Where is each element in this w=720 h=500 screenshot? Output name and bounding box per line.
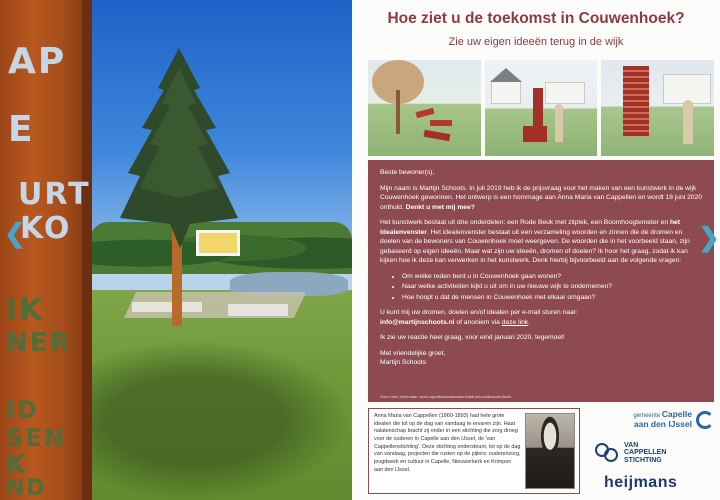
concrete-bench xyxy=(228,304,288,316)
capelle-logo-text: gemeente xyxy=(633,413,661,419)
letter-signoff xyxy=(380,349,702,368)
capelle-logo-text: Capelle xyxy=(661,409,692,419)
letter-paragraph: U kunt mij uw dromen, doelen en/of idealen per e-mail sturen naar: info@martijnschoots.nl of anoniem via deze link. xyxy=(380,309,578,326)
closing-text: Met vriendelijke groet, xyxy=(380,349,446,357)
render-tree-height-meter xyxy=(485,60,598,156)
sculpture-cutout-text: K xyxy=(6,450,29,480)
letter-emphasis: het Idealenvenster xyxy=(380,219,680,236)
list-item: • Naar welke activiteiten kijkt u uit om in uw nieuwe wijk te ondernemen? xyxy=(402,282,702,292)
sculpture-edge xyxy=(82,0,92,500)
van-cappellen-logo-text: VAN xyxy=(624,442,639,449)
biography-box xyxy=(368,408,580,494)
letter-text: of anoniem via xyxy=(456,318,500,326)
letter-paragraph xyxy=(380,184,702,213)
tree-render-icon xyxy=(368,60,480,156)
capelle-logo-text: aan den IJssel xyxy=(633,418,692,429)
anonymous-form-link[interactable]: deze link xyxy=(501,318,529,326)
letter-question: Denkt u met mij mee? xyxy=(405,203,475,211)
sculpture-cutout-text: AP xyxy=(8,41,67,82)
render-red-beech xyxy=(368,60,481,156)
capelle-emblem-icon xyxy=(696,411,714,429)
poster-subtitle: Zie uw eigen ideeën terug in de wijk xyxy=(448,36,624,48)
sculpture-cutout-text: IK xyxy=(6,293,45,328)
sponsor-logos xyxy=(590,408,714,498)
heijmans-logo xyxy=(604,474,720,492)
van-cappellen-emblem-icon xyxy=(594,442,620,464)
red-beech-crown xyxy=(120,48,238,248)
biography-text: Anna Maria van Cappellen (1860-1893) had hele grote idealen die tot op de dag van vandaag te ervaren zijn. Haar nalatenschap bracht zij onder in een stichting die zorg droeg voor de ouderen in Capelle aan den IJssel, de 'van Cappellenstichting'. Deze stichting ondersteunt, tot op de dag van vandaag, projecten die rusten op de pijlers: ouderenzorg, jeugdwerk en cultuur in Capelle, Nieuwerkerk en Krimpen aan den IJssel. xyxy=(374,413,521,473)
email-address[interactable]: info@martijnschoots.nl xyxy=(380,318,455,326)
concrete-bench xyxy=(132,302,202,312)
list-item: • Hoe hoopt u dat de mensen in Couwenhoek met elkaar omgaan? xyxy=(402,293,702,303)
sculpture-cutout-text: ID xyxy=(6,396,39,424)
van-cappellen-logo-text: CAPPELLEN xyxy=(624,449,667,457)
van-cappellen-logo xyxy=(594,442,718,464)
sculpture-cutout-text: SEN xyxy=(6,424,66,452)
next-slide-icon[interactable]: ❯ xyxy=(698,222,720,252)
letter-text: U kunt mij uw dromen, doelen en/of idealen per e-mail sturen naar: xyxy=(380,309,578,317)
sculpture-cutout-text: URT xyxy=(18,177,91,212)
portrait-photo xyxy=(525,413,575,489)
footnote: Voor meer informatie: www.capellebouwtaandeneidal.nl/kunstcouwenhoek xyxy=(368,394,714,402)
letter-paragraph xyxy=(380,218,702,266)
sculpture-cutout-text: E xyxy=(8,109,35,150)
list-item: • Om welke reden bent u in Couwenhoek gaan wonen? xyxy=(402,272,702,282)
letter-text: . Het idealenvenster bestaat uit een verzameling woorden en zinnen die de dromen en doelen van de bewoners van Couwenhoek moet weergeven. De woorden die in het voorbeeld staan, zijn gebaseerd op eigen ideeën. Maar wat zijn uw ideeën, dromen of doelen? Ik hoor het graag, zodat ik kan kijken hoe ik deze kan verwerken in het kunstwerk. Denk hierbij bijvoorbeeld aan de volgende vragen: xyxy=(380,228,690,265)
letter-paragraph: Ik zie uw reactie heel graag, voor eind januari 2020, tegemoet! xyxy=(380,334,565,342)
poster-title: Hoe ziet u de toekomst in Couwenhoek? xyxy=(387,10,685,27)
sculpture-cutout-text: KO xyxy=(20,211,72,246)
capelle-logo xyxy=(590,410,714,429)
sculpture-cutout-text: NER xyxy=(6,328,72,358)
poster xyxy=(352,0,720,500)
park-photo xyxy=(0,0,352,500)
render-ideal-window xyxy=(601,60,714,156)
letter-panel xyxy=(368,160,714,402)
design-render-strip xyxy=(368,60,714,156)
letter-text: Mijn naam is Martijn Schoots. In juli 2019 heb ik de prijsvraag voor het maken van een kunstwerk in de wijk Couwenhoek gewonnen. Het ontwerp is een hommage aan Anna Maria van Cappellen en wordt 18 juni 2020 onthuld. xyxy=(380,184,702,211)
question-list xyxy=(402,272,702,303)
heijmans-logo-text: heijmans xyxy=(604,474,678,491)
sculpture-cutout-text: ND xyxy=(6,476,47,500)
van-cappellen-logo-text: STICHTING xyxy=(624,456,662,464)
letter-text: Het kunstwerk bestaat uit drie onderdelen: een Rode Beuk met zitplek, een Boomhoogtemeter en xyxy=(380,219,669,227)
letter-greeting: Beste bewoner(s), xyxy=(380,169,435,176)
previous-slide-icon[interactable]: ❮ xyxy=(4,218,26,248)
signature-name: Martijn Schoots xyxy=(380,359,427,367)
tree-shadow xyxy=(90,340,352,500)
